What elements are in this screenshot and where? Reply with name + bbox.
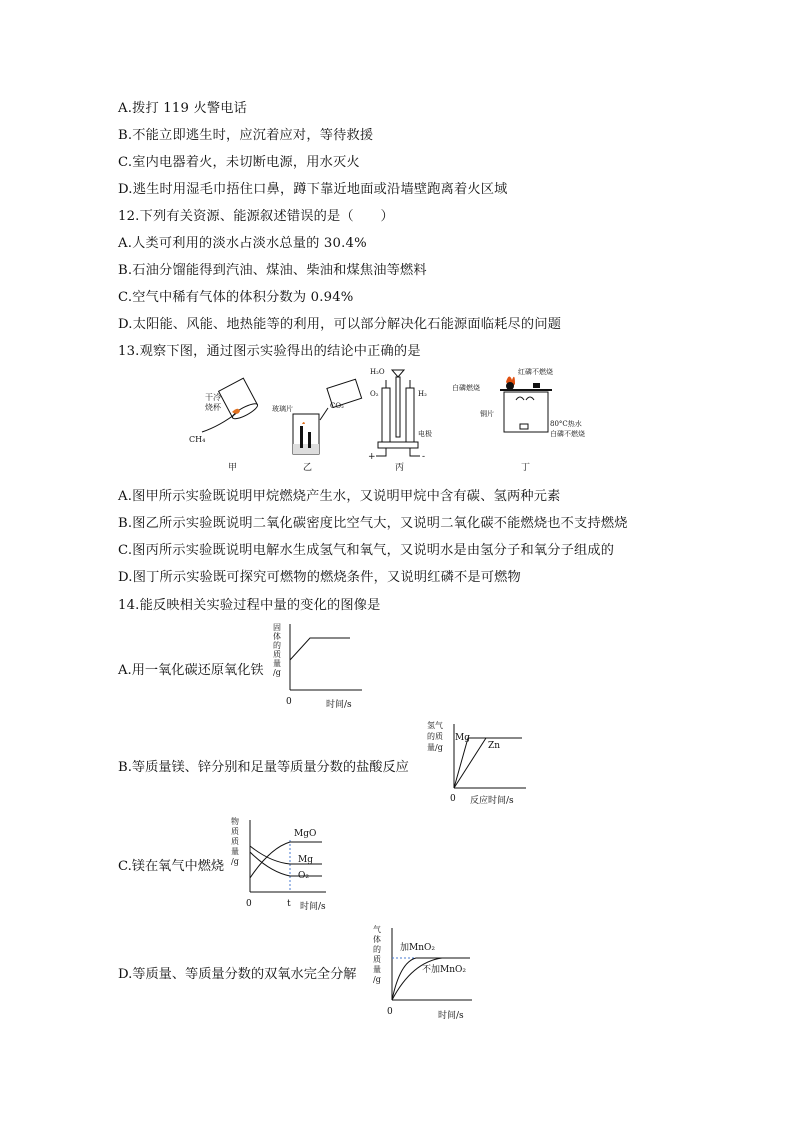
graph-c-origin: 0 [246,899,252,909]
graph-d-ylabel-5: /g [373,975,381,984]
ding-white-p-no: 白磷不燃烧 [550,430,585,438]
graph-a-ylabel-3: 质 [273,650,281,659]
ding-red-p: 红磷不燃烧 [518,368,553,376]
yi-gas: CO₂ [330,402,344,410]
q12-stem: 12.下列有关资源、能源叙述错误的是（ ） [118,209,394,224]
graph-a [272,620,372,710]
graph-b-ylabel-0: 氢气 [427,721,443,730]
q13-option-a: A.图甲所示实验既说明甲烷燃烧产生水，又说明甲烷中含有碳、氢两种元素 [118,489,561,504]
ding-white-p: 白磷燃烧 [452,384,480,392]
bing-plus: + [368,452,376,462]
graph-c-ylabel-3: 量 [231,847,239,856]
q12-option-c: C.空气中稀有气体的体积分数为 0.94% [118,290,354,305]
graph-c-mgo-label: MgO [294,829,317,839]
q12-option-a: A.人类可利用的淡水占淡水总量的 30.4% [118,236,367,251]
graph-a-xlabel: 时间/s [326,700,352,710]
jia-caption: 甲 [228,463,238,473]
figure-ding [452,367,585,473]
bing-h2: H₂ [418,390,427,398]
q13-stem: 13.观察下图，通过图示实验得出的结论中正确的是 [118,344,421,359]
graph-b-mg-label: Mg [455,733,470,743]
q11-option-a: A.拨打 119 火警电话 [118,101,247,116]
graph-c-mg-label: Mg [298,855,313,865]
graph-c-ylabel-1: 质 [231,827,239,836]
figure-yi [272,379,362,473]
figure-jia [189,378,259,473]
graph-d-origin: 0 [387,1007,393,1017]
q13-option-d: D.图丁所示实验既可探究可燃物的燃烧条件，又说明红磷不是可燃物 [118,570,521,585]
q14-option-b: B.等质量镁、锌分别和足量等质量分数的盐酸反应 [118,760,409,775]
graph-c-ylabel-2: 质 [231,837,239,846]
graph-a-ylabel-5: /g [273,668,281,677]
q11-option-d: D.逃生时用湿毛巾捂住口鼻，蹲下靠近地面或沿墙壁跑离着火区域 [118,182,508,197]
graph-d-ylabel-2: 的 [373,945,381,954]
figure-bing [368,368,432,473]
graph-c [230,812,340,912]
graph-d-ylabel-3: 质 [373,955,381,964]
graph-d-ylabel-4: 量 [373,965,381,974]
bing-o2: O₂ [370,390,379,398]
ding-caption: 丁 [521,463,531,473]
jia-cup-2: 烧杯 [205,403,221,412]
bing-minus: - [422,452,426,462]
graph-b [426,718,536,808]
graph-d-xlabel: 时间/s [438,1011,464,1021]
ding-copper: 铜片 [480,410,494,418]
graph-c-ylabel-0: 物 [231,817,239,826]
graph-c-o2-label: O₂ [298,871,309,881]
yi-caption: 乙 [303,463,313,473]
graph-b-ylabel-1: 的质 [427,732,443,741]
jia-cup-1: 干冷 [205,393,221,402]
q13-option-c: C.图丙所示实验既说明电解水生成氢气和氧气，又说明水是由氢分子和氧分子组成的 [118,543,615,558]
q14-option-d: D.等质量、等质量分数的双氧水完全分解 [118,967,357,982]
graph-c-xlabel: 时间/s [300,902,326,912]
graph-d-ylabel-0: 气 [373,925,381,934]
q14-stem: 14.能反映相关实验过程中量的变化的图像是 [118,598,381,613]
q11-option-c: C.室内电器着火，未切断电源，用水灭火 [118,155,360,170]
graph-d-with-mno2-label: 加MnO₂ [400,943,435,953]
graph-a-origin: 0 [286,697,292,707]
q14-option-a: A.用一氧化碳还原氧化铁 [118,663,264,678]
yi-plate: 玻璃片 [272,405,293,413]
graph-c-tick: t [287,899,291,909]
graph-a-ylabel-1: 体 [273,632,281,641]
q13-option-b: B.图乙所示实验既说明二氧化碳密度比空气大，又说明二氧化碳不能燃烧也不支持燃烧 [118,516,628,531]
q11-option-b: B.不能立即逃生时，应沉着应对，等待救援 [118,128,374,143]
q14-option-c: C.镁在氧气中燃烧 [118,859,225,874]
q12-option-b: B.石油分馏能得到汽油、煤油、柴油和煤焦油等燃料 [118,263,427,278]
bing-h2o: H₂O [370,368,385,376]
graph-a-curve [290,638,350,660]
graph-a-ylabel-0: 固 [273,623,281,632]
q12-option-d: D.太阳能、风能、地热能等的利用，可以部分解决化石能源面临耗尽的问题 [118,317,562,332]
jia-gas: CH₄ [189,435,206,444]
graph-d-ylabel-1: 体 [373,935,381,944]
bing-electrode: 电极 [418,430,432,438]
q13-experiment-figure [180,364,620,476]
graph-b-zn-label: Zn [488,741,501,751]
graph-d [372,922,482,1022]
graph-b-origin: 0 [450,794,456,804]
bing-caption: 丙 [395,463,405,473]
ding-water: 80°C热水 [550,420,582,428]
graph-c-ylabel-4: /g [231,857,239,866]
graph-d-without-mno2-label: 不加MnO₂ [422,965,466,975]
graph-b-xlabel: 反应时间/s [470,796,514,806]
graph-a-ylabel-4: 量 [273,659,281,668]
graph-a-ylabel-2: 的 [273,641,281,650]
graph-b-ylabel-2: 量/g [427,743,443,752]
